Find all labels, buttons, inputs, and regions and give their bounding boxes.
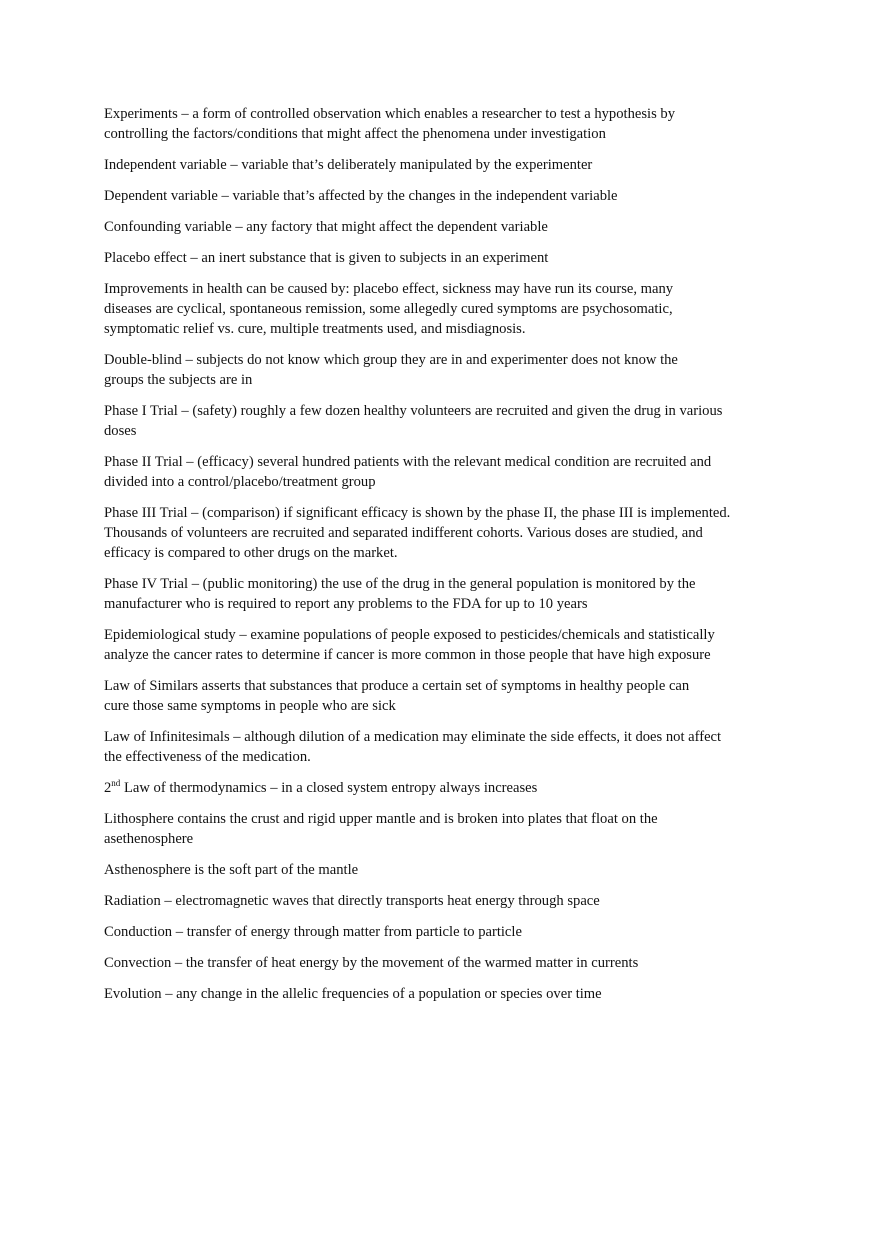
thermo-text: Law of thermodynamics – in a closed system entropy always increases: [120, 780, 538, 796]
paragraph-convection: Convection – the transfer of heat energy by the movement of the warmed matter in currents: [104, 955, 639, 971]
paragraph-placebo-effect: Placebo effect – an inert substance that is given to subjects in an experiment: [104, 250, 549, 266]
ordinal-number: 2: [104, 780, 112, 796]
paragraph-lithosphere: Lithosphere contains the crust and rigid upper mantle and is broken into plates that float on the asethenosphere: [104, 811, 658, 847]
paragraph-asthenosphere: Asthenosphere is the soft part of the mantle: [104, 862, 359, 878]
paragraph-second-law-thermodynamics: [104, 778, 794, 798]
paragraph-radiation: Radiation – electromagnetic waves that directly transports heat energy through space: [104, 893, 600, 909]
paragraph-phase-3-trial: Phase III Trial – (comparison) if significant efficacy is shown by the phase II, the phase III is implemented. Thousands of volunteers are recruited and separated indifferent cohorts. Various doses are studied, and efficacy is compared to other drugs on the market.: [104, 505, 731, 561]
paragraph-experiments: Experiments – a form of controlled observation which enables a researcher to test a hypothesis by controlling the factors/conditions that might affect the phenomena under investigation: [104, 106, 676, 142]
paragraph-evolution: Evolution – any change in the allelic frequencies of a population or species over time: [104, 986, 602, 1002]
paragraph-confounding-variable: Confounding variable – any factory that might affect the dependent variable: [104, 219, 548, 235]
paragraph-law-of-similars: Law of Similars asserts that substances that produce a certain set of symptoms in healthy people can cure those same symptoms in people who are sick: [104, 678, 690, 714]
paragraph-independent-variable: Independent variable – variable that’s deliberately manipulated by the experimenter: [104, 157, 593, 173]
paragraph-epidemiological-study: Epidemiological study – examine populations of people exposed to pesticides/chemicals and statistically analyze the cancer rates to determine if cancer is more common in those people that have high exposure: [104, 627, 715, 663]
paragraph-phase-4-trial: Phase IV Trial – (public monitoring) the use of the drug in the general population is monitored by the manufacturer who is required to report any problems to the FDA for up to 10 years: [104, 576, 696, 612]
paragraph-dependent-variable: Dependent variable – variable that’s affected by the changes in the independent variable: [104, 188, 618, 204]
document-body: [104, 104, 794, 1015]
paragraph-law-of-infinitesimals: Law of Infinitesimals – although dilution of a medication may eliminate the side effects, it does not affect the effectiveness of the medication.: [104, 729, 722, 765]
paragraph-phase-2-trial: Phase II Trial – (efficacy) several hundred patients with the relevant medical condition are recruited and divided into a control/placebo/treatment group: [104, 454, 712, 490]
paragraph-phase-1-trial: Phase I Trial – (safety) roughly a few dozen healthy volunteers are recruited and given the drug in various doses: [104, 403, 723, 439]
paragraph-conduction: Conduction – transfer of energy through matter from particle to particle: [104, 924, 522, 940]
paragraph-double-blind: Double-blind – subjects do not know which group they are in and experimenter does not know the groups the subjects are in: [104, 352, 678, 388]
paragraph-improvements-in-health: Improvements in health can be caused by: placebo effect, sickness may have run its course, many diseases are cyclical, spontaneous remission, some allegedly cured symptoms are psychosomatic, symptomatic relief vs. cure, multiple treatments used, and misdiagnosis.: [104, 281, 674, 337]
ordinal-suffix: nd: [111, 778, 121, 788]
